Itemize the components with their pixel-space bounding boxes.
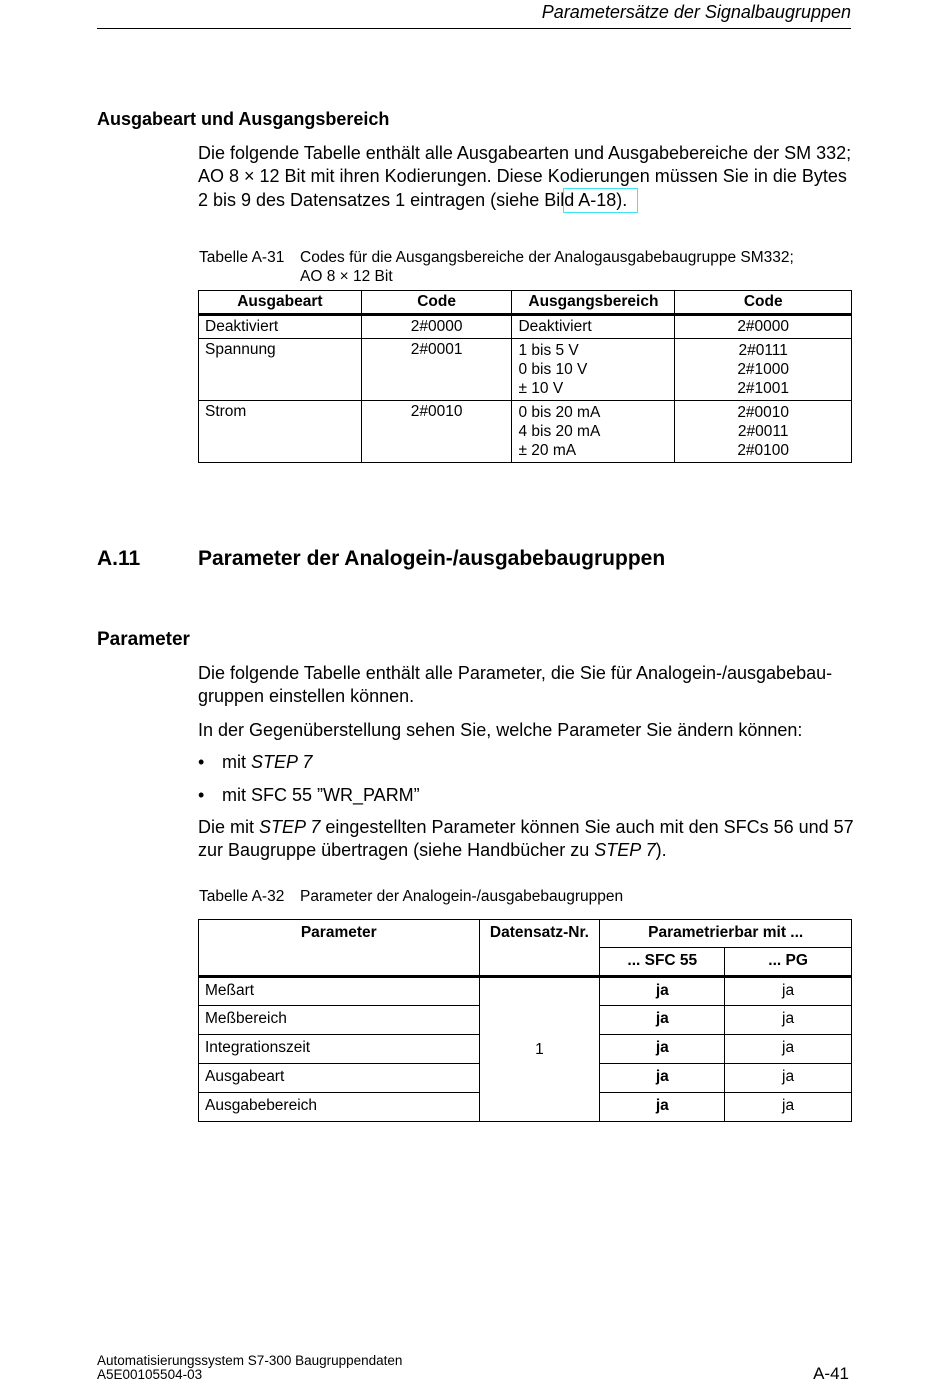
paragraph-line [198, 839, 858, 862]
cell-sfc55: ja [600, 1064, 725, 1093]
column-header-group: Parametrierbar mit ... [600, 920, 852, 948]
table-row [199, 315, 852, 339]
cell-code: 2#0010 [361, 401, 512, 463]
caption-text: Parameter der Analogein-/ausgabebaugruppen [300, 888, 624, 905]
range-value: 0 bis 10 V [518, 361, 588, 378]
cell-code [675, 401, 852, 463]
cell-sfc55: ja [600, 977, 725, 1006]
paragraph-emphasis: STEP 7 [259, 817, 321, 837]
column-header: Ausgabeart [199, 291, 362, 315]
page-number: A-41 [813, 1364, 849, 1383]
cell-code: 2#0001 [361, 339, 512, 401]
column-header: Parameter [199, 920, 480, 977]
cell-sfc55: ja [600, 1006, 725, 1035]
cell-pg: ja [725, 1035, 852, 1064]
cell-ausgangsbereich [512, 401, 675, 463]
column-header: Ausgangsbereich [512, 291, 675, 315]
column-header: Code [361, 291, 512, 315]
bullet-item [198, 785, 420, 806]
cell-parameter: Integrationszeit [199, 1035, 480, 1064]
running-header: Parametersätze der Signalbaugruppen [541, 2, 851, 22]
footer-line: Automatisierungssystem S7-300 Baugruppendaten [97, 1353, 403, 1368]
cell-pg: ja [725, 977, 852, 1006]
paragraph-line: gruppen einstellen können. [198, 686, 415, 706]
paragraph-line: AO 8 × 12 Bit mit ihren Kodierungen. Diese Kodierungen müssen Sie in die Bytes [198, 166, 847, 186]
paragraph-text: eingestellten Parameter können Sie auch mit den SFCs 56 und 57 [320, 817, 854, 837]
paragraph-text: ). [655, 840, 667, 860]
column-header: Code [675, 291, 852, 315]
table-a32 [198, 919, 852, 1122]
paragraph-parameter [198, 662, 858, 708]
cell-pg: ja [725, 1006, 852, 1035]
paragraph-text: 2 bis 9 des Datensatzes 1 eintragen (siehe Bil [198, 190, 565, 210]
code-value: 2#1001 [737, 380, 790, 397]
column-header: Datensatz-Nr. [479, 920, 600, 977]
code-value: 2#0010 [737, 404, 790, 421]
range-value: 0 bis 20 mA [518, 404, 601, 421]
cell-sfc55: ja [600, 1035, 725, 1064]
cell-parameter: Meßart [199, 977, 480, 1006]
range-value: ± 10 V [518, 380, 564, 397]
cell-datensatz: 1 [479, 977, 600, 1122]
cell-parameter: Meßbereich [199, 1006, 480, 1035]
column-header: ... SFC 55 [600, 948, 725, 977]
caption-label: Tabelle A-32 [199, 888, 285, 905]
table-a31 [198, 290, 852, 463]
cell-pg: ja [725, 1064, 852, 1093]
code-value: 2#1000 [737, 361, 790, 378]
cell-ausgangsbereich [512, 339, 675, 401]
table-header-row [199, 291, 852, 315]
bullet-emphasis: STEP 7 [251, 752, 313, 772]
paragraph-line [198, 188, 858, 213]
heading-parameter: Parameter [97, 629, 190, 650]
range-value: 1 bis 5 V [518, 342, 579, 359]
section-title: Parameter der Analogein-/ausgabebaugruppen [198, 547, 666, 570]
bullet-icon: • [198, 752, 205, 772]
bullet-text: mit [222, 752, 251, 772]
cell-code: 2#0000 [675, 315, 852, 339]
cell-parameter: Ausgabebereich [199, 1093, 480, 1122]
paragraph-intro [198, 142, 858, 213]
cell-pg: ja [725, 1093, 852, 1122]
code-value: 2#0011 [737, 423, 789, 440]
cell-code: 2#0000 [361, 315, 512, 339]
paragraph-emphasis: STEP 7 [594, 840, 656, 860]
bullet-item [198, 752, 312, 773]
header-rule [97, 28, 851, 29]
cell-code [675, 339, 852, 401]
paragraph-sfc [198, 816, 858, 862]
heading-ausgabeart: Ausgabeart und Ausgangsbereich [97, 109, 390, 129]
paragraph-line [198, 816, 858, 839]
cell-parameter: Ausgabeart [199, 1064, 480, 1093]
table-caption-a31 [199, 248, 794, 285]
caption-label: Tabelle A-31 [199, 249, 285, 266]
paragraph-line: Die folgende Tabelle enthält alle Ausgabearten und Ausgabebereiche der SM 332; [198, 143, 852, 163]
column-header: ... PG [725, 948, 852, 977]
footer-line: A5E00105504-03 [97, 1367, 203, 1382]
caption-text: Codes für die Ausgangsbereiche der Analogausgabebaugruppe SM332; [300, 249, 794, 266]
cell-ausgabeart: Strom [199, 401, 362, 463]
figure-reference-link[interactable]: d A-18). [563, 188, 638, 213]
cell-ausgabeart: Deaktiviert [199, 315, 362, 339]
table-row [199, 401, 852, 463]
range-value: ± 20 mA [518, 442, 577, 459]
table-row [199, 977, 852, 1006]
paragraph-text: Die mit [198, 817, 260, 837]
table-row [199, 339, 852, 401]
bullet-icon: • [198, 785, 205, 805]
code-value: 2#0111 [738, 342, 788, 359]
code-value: 2#0100 [737, 442, 790, 459]
range-value: 4 bis 20 mA [518, 423, 601, 440]
cell-sfc55: ja [600, 1093, 725, 1122]
table-caption-a32 [199, 887, 624, 906]
cell-ausgangsbereich: Deaktiviert [512, 315, 675, 339]
bullet-text: mit SFC 55 ”WR_PARM” [222, 785, 420, 805]
paragraph-line: Die folgende Tabelle enthält alle Parameter, die Sie für Analogein-/ausgabebau- [198, 663, 833, 683]
section-number: A.11 [97, 547, 141, 570]
paragraph-text: zur Baugruppe übertragen (siehe Handbücher zu [198, 840, 595, 860]
footer-publication [97, 1354, 402, 1382]
cell-ausgabeart: Spannung [199, 339, 362, 401]
paragraph-comparison: In der Gegenüberstellung sehen Sie, welche Parameter Sie ändern können: [198, 720, 803, 740]
caption-text: AO 8 × 12 Bit [300, 268, 393, 285]
table-header-row [199, 920, 852, 948]
